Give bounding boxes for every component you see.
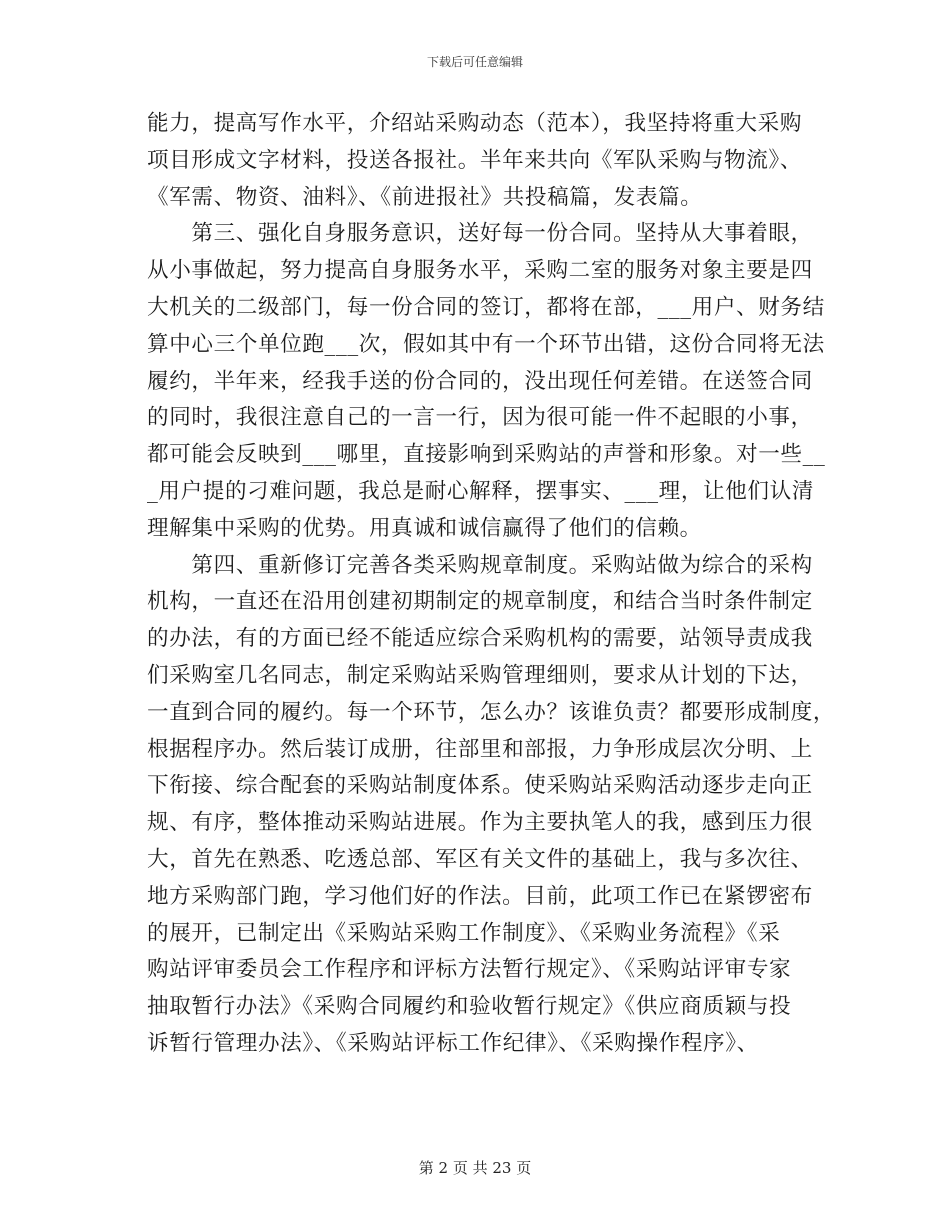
page-header: 下载后可任意编辑 (426, 55, 523, 69)
text-line: 从小事做起，努力提高自身服务水平，采购二室的服务对象主要是四 (147, 258, 813, 284)
text-line: 下衔接、综合配套的采购站制度体系。使采购站采购活动逐步走向正 (147, 773, 813, 799)
text-line: 一直到合同的履约。每一个环节，怎么办？该谁负责？都要形成制度， (147, 699, 836, 725)
text-line: 的展开，已制定出《采购站采购工作制度》、《采购业务流程》《采 (147, 920, 781, 946)
body-text (147, 106, 836, 1063)
text-line: 项目形成文字材料，投送各报社。半年来共向《军队采购与物流》、 (147, 147, 803, 173)
text-line: 抽取暂行办法》《采购合同履约和验收暂行规定》《供应商质颖与投 (147, 994, 792, 1020)
text-line: 的同时，我很注意自己的一言一行，因为很可能一件不起眼的小事， (147, 405, 813, 431)
text-line: 机构，一直还在沿用创建初期制定的规章制度，和结合当时条件制定 (147, 589, 813, 615)
text-line: _用户提的刁难问题，我总是耐心解释，摆事实、___理，让他们认清 (147, 478, 815, 504)
text-line: 第四、重新修订完善各类采购规章制度。采购站做为综合的采构 (147, 552, 813, 578)
text-line: 的办法，有的方面已经不能适应综合采购机构的需要，站领导责成我 (147, 626, 813, 652)
text-line: 根据程序办。然后装订成册，往部里和部报，力争形成层次分明、上 (147, 736, 813, 762)
text-line: 理解集中采购的优势。用真诚和诚信赢得了他们的信赖。 (147, 515, 702, 541)
page-number-footer: 第 2 页 共 23 页 (418, 1159, 532, 1177)
text-line: 都可能会反映到___哪里，直接影响到采购站的声誉和形象。对一些__ (147, 442, 826, 468)
text-line: 规、有序，整体推动采购站进展。作为主要执笔人的我，感到压力很 (147, 810, 813, 836)
text-line: 第三、强化自身服务意识，送好每一份合同。坚持从大事着眼， (147, 221, 813, 247)
text-line: 能力，提高写作水平，介绍站采购动态（范本），我坚持将重大采购 (147, 111, 803, 136)
text-line: 大机关的二级部门，每一份合同的签订，都将在部，___用户、财务结 (147, 294, 825, 320)
text-line: 购站评审委员会工作程序和评标方法暂行规定》、《采购站评审专家 (147, 957, 792, 983)
text-line: 履约，半年来，经我手送的份合同的，没出现任何差错。在送签合同 (147, 368, 813, 394)
text-line: 大，首先在熟悉、吃透总部、军区有关文件的基础上，我与多次往、 (147, 846, 813, 872)
text-line: 《军需、物资、油料》、《前进报社》共投稿篇，发表篇。 (147, 184, 703, 210)
text-line: 地方采购部门跑，学习他们好的作法。目前，此项工作已在紧锣密布 (147, 883, 813, 909)
text-line: 诉暂行管理办法》、《采购站评标工作纪律》、《采购操作程序》、 (147, 1030, 759, 1056)
text-line: 们采购室几名同志，制定采购站采购管理细则，要求从计划的下达， (147, 662, 813, 688)
text-line: 算中心三个单位跑___次，假如其中有一个环节出错，这份合同将无法 (147, 331, 825, 357)
